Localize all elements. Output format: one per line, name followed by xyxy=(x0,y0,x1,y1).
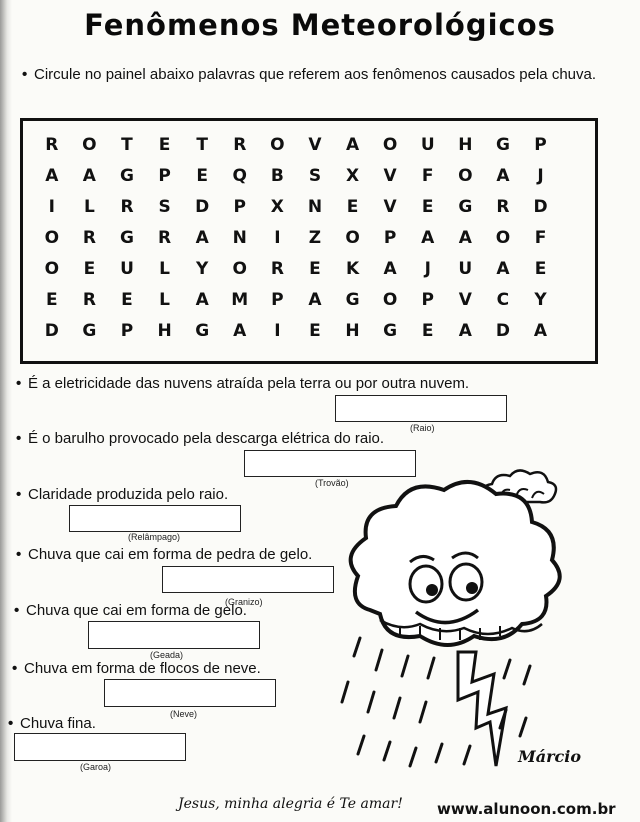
grid-letter[interactable]: U xyxy=(458,258,473,279)
grid-letter[interactable]: S xyxy=(158,196,171,217)
grid-letter[interactable]: E xyxy=(121,289,133,310)
question-text: É a eletricidade das nuvens atraída pela terra ou por outra nuvem. xyxy=(28,375,470,392)
grid-letter[interactable]: O xyxy=(44,227,60,248)
grid-letter[interactable]: U xyxy=(420,134,435,155)
grid-letter[interactable]: A xyxy=(82,165,96,186)
grid-letter[interactable]: R xyxy=(158,227,172,248)
grid-letter[interactable]: L xyxy=(83,196,95,217)
rain-icon xyxy=(342,638,530,766)
answer-box-7[interactable] xyxy=(14,733,186,761)
grid-row xyxy=(33,253,559,284)
grid-letter[interactable]: J xyxy=(424,258,431,279)
grid-letter[interactable]: X xyxy=(345,165,360,186)
grid-letter[interactable]: A xyxy=(533,320,548,341)
question-5: • Chuva que cai em forma de gelo. xyxy=(14,602,247,619)
hint-1: (Raio) xyxy=(410,423,435,433)
grid-letter[interactable]: Y xyxy=(196,258,209,279)
grid-row xyxy=(33,222,559,253)
grid-letter[interactable]: O xyxy=(458,165,473,186)
bullet: • xyxy=(22,66,28,83)
storm-cloud-illustration xyxy=(330,460,590,780)
grid-letter[interactable]: H xyxy=(157,320,172,341)
grid-letter[interactable]: S xyxy=(308,165,322,186)
right-eye-icon xyxy=(450,564,482,600)
grid-letter[interactable]: I xyxy=(48,196,55,217)
grid-row xyxy=(33,315,559,346)
grid-letter[interactable]: A xyxy=(195,289,209,310)
grid-letter[interactable]: V xyxy=(383,196,397,217)
grid-letter[interactable]: R xyxy=(82,227,96,248)
grid-letter[interactable]: F xyxy=(534,227,547,248)
grid-letter[interactable]: G xyxy=(195,320,210,341)
grid-letter[interactable]: A xyxy=(195,227,209,248)
grid-letter[interactable]: P xyxy=(158,165,171,186)
question-text: Chuva em forma de flocos de neve. xyxy=(24,660,261,677)
grid-row xyxy=(33,284,559,315)
grid-letter[interactable]: E xyxy=(309,258,321,279)
grid-letter[interactable]: O xyxy=(232,258,247,279)
question-text: Chuva fina. xyxy=(20,715,96,732)
grid-letter[interactable]: G xyxy=(345,289,360,310)
grid-row xyxy=(33,160,559,191)
grid-letter[interactable]: P xyxy=(421,289,434,310)
grid-letter[interactable]: C xyxy=(496,289,510,310)
grid-letter[interactable]: O xyxy=(270,134,285,155)
question-text: Claridade produzida pelo raio. xyxy=(28,486,229,503)
grid-letter[interactable]: E xyxy=(421,320,434,341)
grid-letter[interactable]: R xyxy=(496,196,510,217)
grid-letter[interactable]: I xyxy=(274,227,281,248)
grid-letter[interactable]: T xyxy=(196,134,208,155)
grid-letter[interactable]: H xyxy=(458,134,473,155)
question-3: • Claridade produzida pelo raio. xyxy=(16,486,229,503)
grid-letter[interactable]: R xyxy=(45,134,59,155)
grid-letter[interactable]: A xyxy=(383,258,397,279)
question-4: • Chuva que cai em forma de pedra de gelo. xyxy=(16,546,313,563)
grid-letter[interactable]: D xyxy=(44,320,59,341)
hint-7: (Garoa) xyxy=(80,762,112,772)
grid-letter[interactable]: Q xyxy=(232,165,247,186)
question-7: • Chuva fina. xyxy=(8,715,96,732)
grid-letter[interactable]: Z xyxy=(308,227,322,248)
grid-letter[interactable]: O xyxy=(44,258,60,279)
hint-4: (Granizo) xyxy=(225,597,263,607)
grid-letter[interactable]: A xyxy=(458,320,472,341)
grid-letter[interactable]: V xyxy=(383,165,397,186)
grid-letter[interactable]: O xyxy=(345,227,360,248)
answer-box-4[interactable] xyxy=(162,566,334,593)
hint-2: (Trovão) xyxy=(315,478,349,488)
answer-box-6[interactable] xyxy=(104,679,276,707)
grid-letter[interactable]: E xyxy=(346,196,359,217)
grid-letter[interactable]: D xyxy=(195,196,210,217)
grid-letter[interactable]: D xyxy=(533,196,548,217)
answer-box-3[interactable] xyxy=(69,505,241,532)
grid-letter[interactable]: I xyxy=(274,320,281,341)
instruction-text: Circule no painel abaixo palavras que referem aos fenômenos causados pela chuva. xyxy=(34,66,597,83)
grid-letter[interactable]: O xyxy=(382,289,398,310)
grid-letter[interactable]: A xyxy=(496,258,510,279)
grid-letter[interactable]: O xyxy=(495,227,511,248)
grid-letter[interactable]: R xyxy=(270,258,284,279)
grid-letter[interactable]: R xyxy=(82,289,96,310)
page-binding-shadow xyxy=(0,0,12,822)
grid-letter[interactable]: N xyxy=(307,196,323,217)
grid-letter[interactable]: R xyxy=(120,196,134,217)
grid-letter[interactable]: G xyxy=(120,227,134,248)
grid-letter[interactable]: V xyxy=(458,289,472,310)
letter-table xyxy=(33,129,559,346)
grid-letter[interactable]: G xyxy=(383,320,398,341)
grid-letter[interactable]: E xyxy=(309,320,321,341)
question-1: • É a eletricidade das nuvens atraída pela terra ou por outra nuvem. xyxy=(16,375,470,392)
hint-5: (Geada) xyxy=(150,650,184,660)
grid-letter[interactable]: A xyxy=(233,320,247,341)
grid-letter[interactable]: F xyxy=(421,165,434,186)
grid-letter[interactable]: T xyxy=(121,134,133,155)
hint-6: (Neve) xyxy=(170,709,198,719)
grid-letter[interactable]: E xyxy=(83,258,96,279)
grid-letter[interactable]: A xyxy=(421,227,435,248)
grid-letter[interactable]: A xyxy=(45,165,59,186)
grid-letter[interactable]: G xyxy=(82,320,97,341)
grid-letter[interactable]: P xyxy=(271,289,284,310)
answer-box-5[interactable] xyxy=(88,621,260,649)
grid-letter[interactable]: N xyxy=(232,227,247,248)
grid-letter[interactable]: X xyxy=(270,196,284,217)
grid-letter[interactable]: P xyxy=(383,227,397,248)
question-text: Chuva que cai em forma de gelo. xyxy=(26,602,247,619)
grid-letter[interactable]: O xyxy=(82,134,97,155)
instruction xyxy=(22,66,607,83)
grid-letter[interactable]: M xyxy=(231,289,249,310)
question-text: Chuva que cai em forma de pedra de gelo. xyxy=(28,546,313,563)
grid-row xyxy=(33,191,559,222)
grid-letter[interactable]: E xyxy=(45,289,58,310)
grid-letter[interactable]: H xyxy=(345,320,360,341)
lightning-icon xyxy=(458,652,506,766)
grid-letter[interactable]: L xyxy=(159,289,170,310)
grid-letter[interactable]: L xyxy=(159,258,170,279)
grid-letter[interactable]: P xyxy=(120,320,134,341)
grid-row xyxy=(33,129,559,160)
grid-letter[interactable]: B xyxy=(270,165,284,186)
grid-letter[interactable]: G xyxy=(458,196,473,217)
grid-letter[interactable]: O xyxy=(382,134,398,155)
left-eye-icon xyxy=(410,566,442,602)
hint-3: (Relâmpago) xyxy=(128,532,181,542)
grid-letter[interactable]: V xyxy=(308,134,322,155)
grid-letter[interactable]: K xyxy=(345,258,360,279)
grid-letter[interactable]: E xyxy=(158,134,171,155)
grid-letter[interactable]: R xyxy=(233,134,247,155)
word-search-grid[interactable] xyxy=(20,118,598,364)
grid-letter[interactable]: A xyxy=(345,134,360,155)
grid-letter[interactable]: G xyxy=(120,165,134,186)
grid-letter[interactable]: P xyxy=(534,134,547,155)
footer-quote: Jesus, minha alegria é Te amar! xyxy=(178,796,403,812)
grid-letter[interactable]: Y xyxy=(534,289,547,310)
grid-letter[interactable]: G xyxy=(495,134,510,155)
grid-letter[interactable]: A xyxy=(458,227,472,248)
grid-letter[interactable]: D xyxy=(495,320,510,341)
answer-box-1[interactable] xyxy=(335,395,507,422)
grid-letter[interactable]: E xyxy=(421,196,434,217)
grid-letter[interactable]: A xyxy=(496,165,510,186)
question-2: • É o barulho provocado pela descarga elétrica do raio. xyxy=(16,430,385,447)
question-6: • Chuva em forma de flocos de neve. xyxy=(12,660,261,677)
grid-letter[interactable]: U xyxy=(120,258,134,279)
grid-letter[interactable]: A xyxy=(308,289,322,310)
grid-letter[interactable]: J xyxy=(537,165,544,186)
question-text: É o barulho provocado pela descarga elétrica do raio. xyxy=(28,430,385,447)
footer-url[interactable]: www.alunoon.com.br xyxy=(437,800,616,818)
grid-letter[interactable]: E xyxy=(534,258,547,279)
grid-letter[interactable]: E xyxy=(196,165,208,186)
artist-signature: Márcio xyxy=(518,747,581,766)
page-title: Fenômenos Meteorológicos xyxy=(84,8,556,42)
grid-letter[interactable]: P xyxy=(233,196,246,217)
